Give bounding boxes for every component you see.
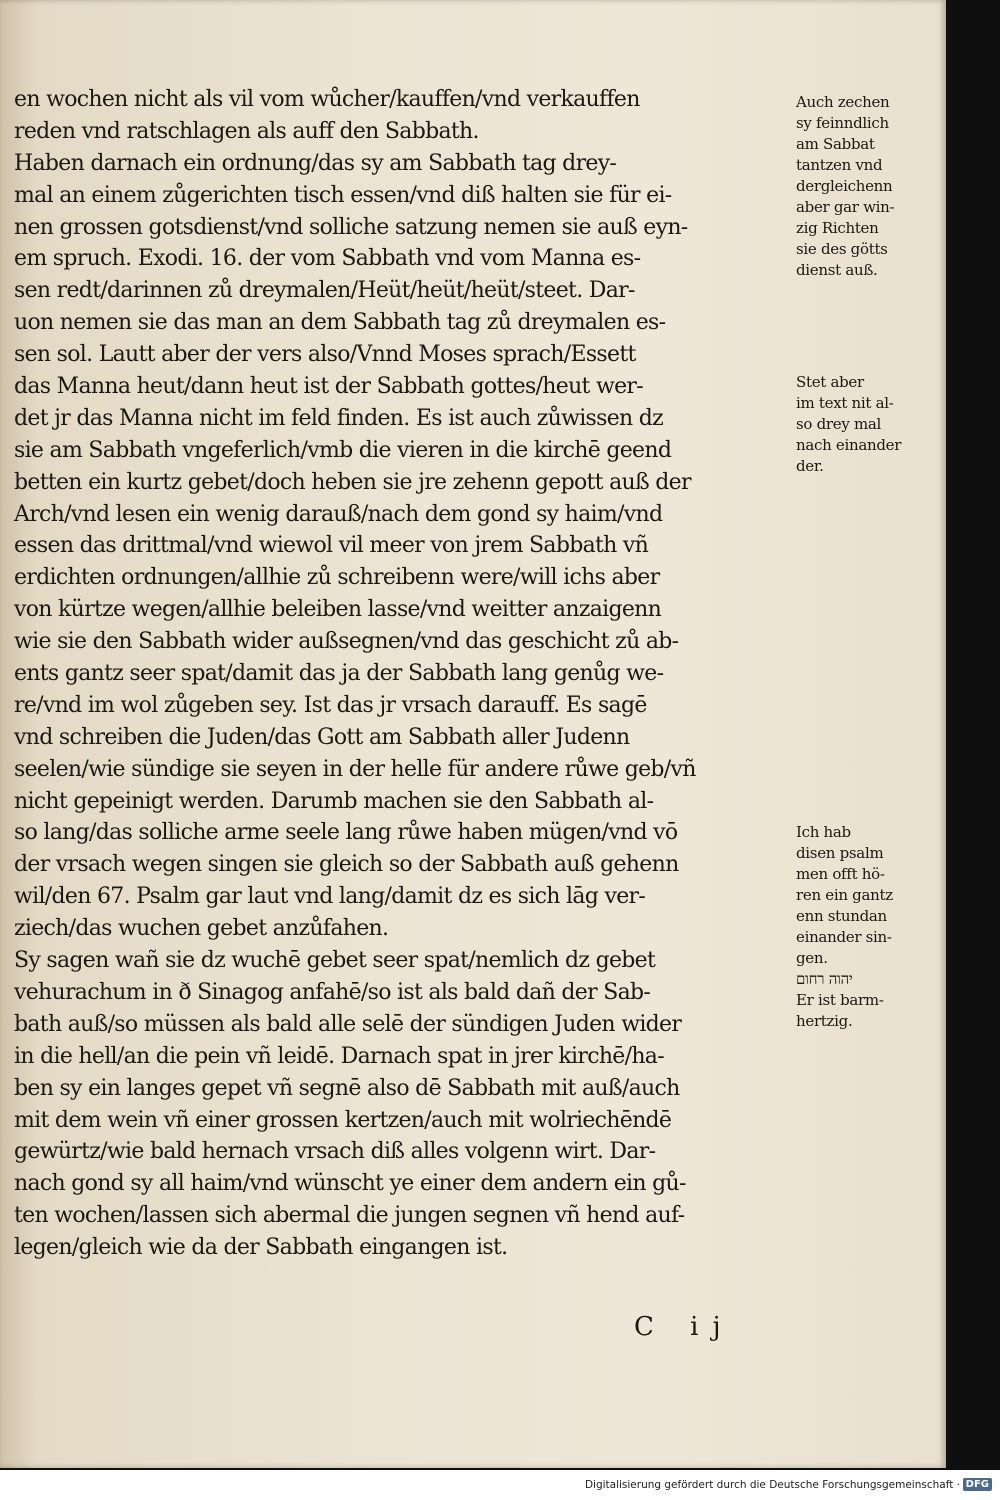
text-line: ents gantz seer spat/damit das ja der Sabbath lang genůg we- (14, 661, 664, 687)
text-line: von kürtze wegen/allhie beleiben lasse/vnd weitter anzaigenn (14, 597, 662, 623)
margin-note-line: so drey mal (796, 415, 882, 433)
text-line: mal an einem zůgerichten tisch essen/vnd diß halten sie für ei- (14, 182, 672, 208)
text-line: sen sol. Lautt aber der vers also/Vnnd Moses sprach/Essett (14, 342, 636, 368)
text-line: em spruch. Exodi. 16. der vom Sabbath vnd vom Manna es- (14, 246, 641, 272)
text-line: essen das drittmal/vnd wiewol vil meer von jrem Sabbath vñ (14, 533, 649, 559)
text-line: nach gond sy all haim/vnd wünscht ye einer dem andern ein gů- (14, 1171, 686, 1197)
text-line: vehurachum in ð Sinagog anfahē/so ist als bald dañ der Sab- (14, 979, 651, 1005)
text-line: re/vnd im wol zůgeben sey. Ist das jr vrsach darauff. Es sagē (14, 692, 647, 718)
text-line: nicht gepeinigt werden. Darumb machen sie den Sabbath al- (14, 788, 654, 814)
margin-note-line: einander sin- (796, 928, 892, 946)
margin-note-line: enn stundan (796, 907, 887, 925)
text-line: nen grossen gotsdienst/vnd solliche satzung nemen sie auß eyn- (14, 214, 688, 240)
text-line: uon nemen sie das man an dem Sabbath tag zů dreymalen es- (14, 310, 666, 336)
text-line: erdichten ordnungen/allhie zů schreibenn were/will ichs aber (14, 565, 660, 591)
margin-note-line: tantzen vnd (796, 156, 883, 174)
margin-note-line: sy feinndlich (796, 114, 889, 132)
text-line: so lang/das solliche arme seele lang růwe haben mügen/vnd vō (14, 820, 678, 846)
dfg-logo: DFG (963, 1478, 992, 1491)
text-line: sie am Sabbath vngeferlich/vmb die vieren in die kirchē geend (14, 437, 672, 463)
margin-note-line: Er ist barm- (796, 991, 884, 1009)
text-line: Haben darnach ein ordnung/das sy am Sabbath tag drey- (14, 150, 617, 176)
margin-note-line: Stet aber (796, 373, 864, 391)
margin-note-1 (796, 92, 894, 281)
text-line: Sy sagen wañ sie dz wuchē gebet seer spat/nemlich dz gebet (14, 948, 656, 974)
margin-note-line: sie des götts (796, 240, 888, 258)
text-line: bath auß/so müssen als bald alle selē der sündigen Juden wider (14, 1011, 682, 1037)
text-line: seelen/wie sündige sie seyen in der helle für andere růwe geb/vñ (14, 756, 696, 782)
text-line: gewürtz/wie bald hernach vrsach diß alles volgenn wirt. Dar- (14, 1139, 656, 1165)
margin-note-line: im text nit al- (796, 394, 894, 412)
text-line: betten ein kurtz gebet/doch heben sie jre zehenn gepott auß der (14, 469, 691, 495)
margin-note-line: Ich hab (796, 823, 851, 841)
main-text-block (14, 84, 789, 1264)
margin-note-line: dergleichenn (796, 177, 893, 195)
text-line: en wochen nicht als vil vom wůcher/kauffen/vnd verkauffen (14, 87, 640, 112)
text-line: det jr das Manna nicht im feld finden. Es ist auch zůwissen dz (14, 405, 664, 431)
footer-bar (0, 1470, 1000, 1500)
text-line: in die hell/an die pein vñ leidē. Darnach spat in jrer kirchē/ha- (14, 1043, 664, 1069)
margin-note-line: ren ein gantz (796, 886, 893, 904)
text-line: ziech/das wuchen gebet anzůfahen. (14, 916, 389, 942)
text-line: ten wochen/lassen sich abermal die jungen segnen vñ hend auf- (14, 1203, 685, 1229)
text-line: wie sie den Sabbath wider außsegnen/vnd das geschicht zů ab- (14, 629, 679, 655)
margin-note-line: gen. (796, 949, 828, 967)
margin-note-line: disen psalm (796, 844, 884, 862)
text-line: das Manna heut/dann heut ist der Sabbath gottes/heut wer- (14, 374, 643, 400)
text-line: Arch/vnd lesen ein wenig darauß/nach dem gond sy haim/vnd (14, 501, 663, 527)
signature-mark: C ij (634, 1312, 735, 1342)
footer-credit: Digitalisierung gefördert durch die Deutsche Forschungsgemeinschaft · (584, 1479, 960, 1491)
margin-note-line: aber gar win- (796, 198, 895, 216)
margin-note-line: zig Richten (796, 219, 879, 237)
text-line: wil/den 67. Psalm gar laut vnd lang/damit dz es sich lāg ver- (14, 884, 646, 910)
margin-note-line: der. (796, 457, 824, 475)
margin-note-line: hertzig. (796, 1012, 853, 1030)
margin-note-2 (796, 372, 901, 477)
text-line: legen/gleich wie da der Sabbath eingangen ist. (14, 1235, 508, 1261)
text-line: sen redt/darinnen zů dreymalen/Heüt/heüt/heüt/steet. Dar- (14, 278, 635, 304)
margin-note-line: nach einander (796, 436, 902, 454)
text-line: mit dem wein vñ einer grossen kertzen/auch mit wolriechēndē (14, 1107, 672, 1133)
text-line: ben sy ein langes gepet vñ segnē also dē Sabbath mit auß/auch (14, 1075, 680, 1101)
text-line: reden vnd ratschlagen als auff den Sabbath. (14, 118, 479, 144)
text-line: der vrsach wegen singen sie gleich so der Sabbath auß gehenn (14, 852, 679, 878)
margin-note-line: Auch zechen (796, 93, 890, 111)
margin-note-line: יהוה רחום (796, 970, 853, 988)
margin-note-line: dienst auß. (796, 261, 878, 279)
text-line: vnd schreiben die Juden/das Gott am Sabbath aller Judenn (14, 724, 630, 750)
margin-note-line: am Sabbat (796, 135, 875, 153)
margin-note-line: men offt hö- (796, 865, 885, 883)
margin-note-3 (796, 822, 893, 1032)
